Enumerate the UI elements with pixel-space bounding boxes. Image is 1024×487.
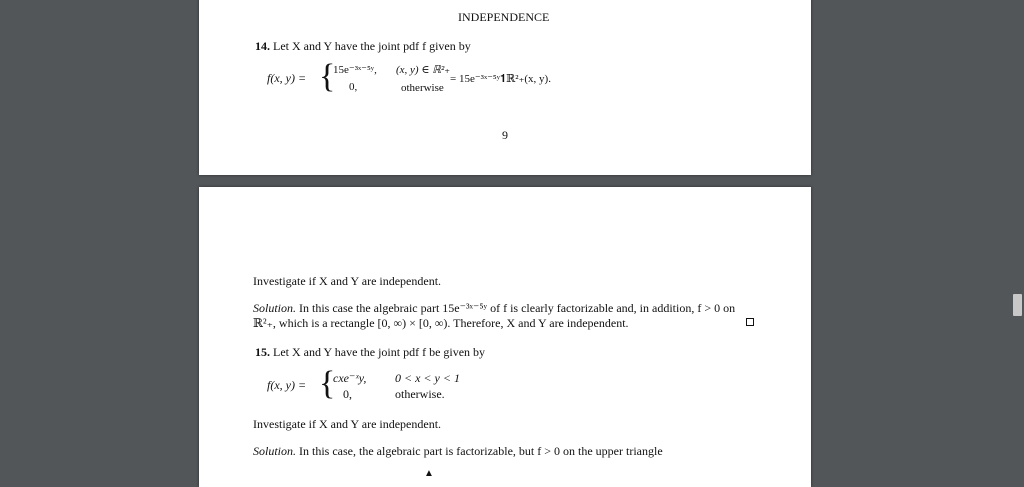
equation-15-case2-cond: otherwise. xyxy=(395,387,445,401)
problem-14-number: 14. xyxy=(255,39,270,53)
problem-15-statement xyxy=(255,345,485,359)
equation-15-brace: { xyxy=(319,365,336,402)
equation-15-case1-cond: 0 < x < y < 1 xyxy=(395,371,460,385)
investigate-line-14: Investigate if X and Y are independent. xyxy=(253,274,442,288)
equation-14-case1-cond: (x, y) ∈ ℝ²₊ xyxy=(396,64,451,76)
solution-14-line-1 xyxy=(253,301,735,315)
solution-15-text: In this case, the algebraic part is factorizable, but f > 0 on the upper triangle xyxy=(299,444,663,458)
problem-14-statement xyxy=(255,39,471,53)
equation-14-brace: { xyxy=(319,58,336,95)
equation-14-case2-cond: otherwise xyxy=(401,82,444,94)
pdf-page-10 xyxy=(199,187,811,487)
equation-14-lhs: f(x, y) = xyxy=(267,71,307,85)
problem-15-text: Let X and Y have the joint pdf f be given by xyxy=(273,345,486,359)
solution-14-line-2: ℝ²₊, which is a rectangle [0, ∞) × [0, ∞). Therefore, X and Y are independent. xyxy=(253,316,629,330)
problem-15-number: 15. xyxy=(255,345,270,359)
running-header: INDEPENDENCE xyxy=(458,10,550,24)
scrollbar-thumb[interactable] xyxy=(1013,294,1022,316)
solution-15-label: Solution. xyxy=(253,444,297,458)
equation-15-case2-expr: 0, xyxy=(343,387,352,401)
cropped-math-glyph: ▲ xyxy=(424,468,434,479)
page-number: 9 xyxy=(502,128,508,142)
equation-15-lhs: f(x, y) = xyxy=(267,378,307,392)
investigate-line-15: Investigate if X and Y are independent. xyxy=(253,417,442,431)
equation-15-case1-expr: cxe⁻ˣy, xyxy=(333,371,367,385)
equation-14-case1-expr: 15e⁻³ˣ⁻⁵ʸ, xyxy=(333,64,377,76)
solution-14-label: Solution. xyxy=(253,301,297,315)
pdf-page-9 xyxy=(199,0,811,175)
solution-15-line-1 xyxy=(253,444,663,458)
qed-square-icon xyxy=(746,318,754,326)
vertical-scrollbar[interactable] xyxy=(1010,0,1024,476)
equation-14-rhs: = 15e⁻³ˣ⁻⁵ʸ𝟏ℝ²₊(x, y). xyxy=(450,73,551,85)
problem-14-text: Let X and Y have the joint pdf f given by xyxy=(273,39,471,53)
equation-14-case2-expr: 0, xyxy=(349,81,358,93)
solution-14-text-1: In this case the algebraic part 15e⁻³ˣ⁻⁵ʸ of f is clearly factorizable and, in addition, f > 0 on xyxy=(299,301,736,315)
